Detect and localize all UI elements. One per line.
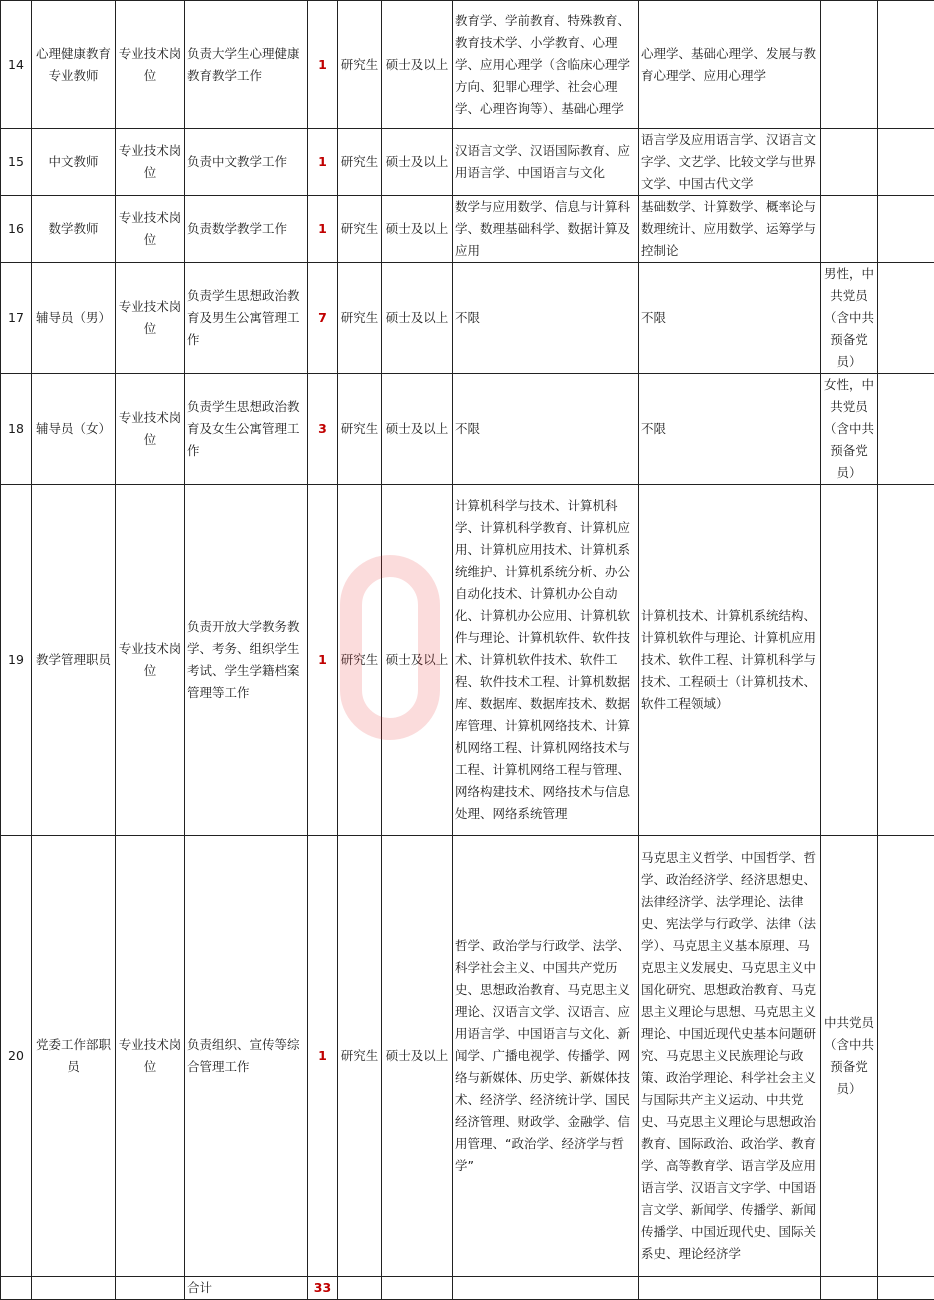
position-name: 教学管理职员 xyxy=(32,485,116,836)
graduate-majors: 不限 xyxy=(639,263,821,374)
remarks-cell xyxy=(878,129,934,196)
hiring-count: 1 xyxy=(308,485,338,836)
degree-requirement: 硕士及以上 xyxy=(382,836,453,1277)
position-type: 专业技术岗位 xyxy=(116,263,185,374)
position-type: 专业技术岗位 xyxy=(116,485,185,836)
position-name: 数学教师 xyxy=(32,196,116,263)
degree-requirement: 硕士及以上 xyxy=(382,374,453,485)
degree-requirement: 硕士及以上 xyxy=(382,129,453,196)
education-level: 研究生 xyxy=(338,836,382,1277)
education-level: 研究生 xyxy=(338,1,382,129)
degree-requirement: 硕士及以上 xyxy=(382,1,453,129)
table-row xyxy=(1,374,934,485)
undergraduate-majors: 汉语言文学、汉语国际教育、应用语言学、中国语言与文化 xyxy=(453,129,639,196)
total-row xyxy=(1,1277,934,1300)
table-row xyxy=(1,836,934,1277)
position-name: 辅导员（男） xyxy=(32,263,116,374)
degree-requirement: 硕士及以上 xyxy=(382,263,453,374)
row-number: 19 xyxy=(1,485,32,836)
position-name: 心理健康教育专业教师 xyxy=(32,1,116,129)
remarks-cell xyxy=(878,196,934,263)
undergraduate-majors: 不限 xyxy=(453,374,639,485)
duty-description: 负责学生思想政治教育及男生公寓管理工作 xyxy=(185,263,308,374)
undergraduate-majors: 数学与应用数学、信息与计算科学、数理基础科学、数据计算及应用 xyxy=(453,196,639,263)
other-requirements: 中共党员（含中共预备党员） xyxy=(821,836,878,1277)
remarks-cell xyxy=(878,485,934,836)
hiring-count: 1 xyxy=(308,196,338,263)
duty-description: 负责数学教学工作 xyxy=(185,196,308,263)
row-number: 15 xyxy=(1,129,32,196)
graduate-majors: 心理学、基础心理学、发展与教育心理学、应用心理学 xyxy=(639,1,821,129)
hiring-count: 1 xyxy=(308,836,338,1277)
empty-cell xyxy=(878,1277,934,1300)
undergraduate-majors: 计算机科学与技术、计算机科学、计算机科学教育、计算机应用、计算机应用技术、计算机系统维护、计算机系统分析、办公自动化技术、计算机办公自动化、计算机办公应用、计算机软件与理论、计算机软件、软件技术、计算机软件技术、软件工程、软件技术工程、计算机数据库、数据库、数据库技术、数据库管理、计算机网络技术、计算机网络工程、计算机网络技术与工程、计算机网络工程与管理、网络构建技术、网络技术与信息处理、网络系统管理 xyxy=(453,485,639,836)
total-label: 合计 xyxy=(185,1277,308,1300)
graduate-majors: 语言学及应用语言学、汉语言文字学、文艺学、比较文学与世界文学、中国古代文学 xyxy=(639,129,821,196)
position-type: 专业技术岗位 xyxy=(116,129,185,196)
table-row xyxy=(1,263,934,374)
empty-cell xyxy=(32,1277,116,1300)
remarks-cell xyxy=(878,1,934,129)
empty-cell xyxy=(338,1277,382,1300)
remarks-cell xyxy=(878,263,934,374)
hiring-count: 7 xyxy=(308,263,338,374)
row-number: 20 xyxy=(1,836,32,1277)
remarks-cell xyxy=(878,836,934,1277)
education-level: 研究生 xyxy=(338,374,382,485)
empty-cell xyxy=(821,1277,878,1300)
row-number: 18 xyxy=(1,374,32,485)
other-requirements: 男性，中共党员（含中共预备党员） xyxy=(821,263,878,374)
degree-requirement: 硕士及以上 xyxy=(382,485,453,836)
hiring-count: 1 xyxy=(308,1,338,129)
remarks-cell xyxy=(878,374,934,485)
hiring-count: 3 xyxy=(308,374,338,485)
table-row xyxy=(1,1,934,129)
position-type: 专业技术岗位 xyxy=(116,196,185,263)
duty-description: 负责开放大学教务教学、考务、组织学生考试、学生学籍档案管理等工作 xyxy=(185,485,308,836)
row-number: 17 xyxy=(1,263,32,374)
empty-cell xyxy=(453,1277,639,1300)
duty-description: 负责中文教学工作 xyxy=(185,129,308,196)
graduate-majors: 马克思主义哲学、中国哲学、哲学、政治经济学、经济思想史、法律经济学、法学理论、法律史、宪法学与行政学、法律（法学）、马克思主义基本原理、马克思主义发展史、马克思主义中国化研究、思想政治教育、马克思主义理论与思想、马克思主义理论、中国近现代史基本问题研究、马克思主义民族理论与政策、政治学理论、科学社会主义与国际共产主义运动、中共党史、马克思主义理论与思想政治教育、国际政治、政治学、教育学、高等教育学、语言学及应用语言学、汉语言文字学、中国语言文学、新闻学、传播学、新闻传播学、中国近现代史、国际关系史、理论经济学 xyxy=(639,836,821,1277)
education-level: 研究生 xyxy=(338,485,382,836)
degree-requirement: 硕士及以上 xyxy=(382,196,453,263)
total-count: 33 xyxy=(308,1277,338,1300)
row-number: 16 xyxy=(1,196,32,263)
table-row xyxy=(1,485,934,836)
position-name: 党委工作部职员 xyxy=(32,836,116,1277)
empty-cell xyxy=(382,1277,453,1300)
education-level: 研究生 xyxy=(338,129,382,196)
position-type: 专业技术岗位 xyxy=(116,836,185,1277)
undergraduate-majors: 教育学、学前教育、特殊教育、教育技术学、小学教育、心理学、应用心理学（含临床心理学方向、犯罪心理学、社会心理学、心理咨询等）、基础心理学 xyxy=(453,1,639,129)
duty-description: 负责学生思想政治教育及女生公寓管理工作 xyxy=(185,374,308,485)
position-type: 专业技术岗位 xyxy=(116,1,185,129)
other-requirements: 女性，中共党员（含中共预备党员） xyxy=(821,374,878,485)
other-requirements xyxy=(821,129,878,196)
education-level: 研究生 xyxy=(338,196,382,263)
graduate-majors: 不限 xyxy=(639,374,821,485)
duty-description: 负责大学生心理健康教育教学工作 xyxy=(185,1,308,129)
empty-cell xyxy=(1,1277,32,1300)
hiring-count: 1 xyxy=(308,129,338,196)
empty-cell xyxy=(116,1277,185,1300)
table-row xyxy=(1,196,934,263)
position-name: 中文教师 xyxy=(32,129,116,196)
table-row xyxy=(1,129,934,196)
other-requirements xyxy=(821,1,878,129)
other-requirements xyxy=(821,485,878,836)
undergraduate-majors: 不限 xyxy=(453,263,639,374)
position-name: 辅导员（女） xyxy=(32,374,116,485)
education-level: 研究生 xyxy=(338,263,382,374)
other-requirements xyxy=(821,196,878,263)
graduate-majors: 基础数学、计算数学、概率论与数理统计、应用数学、运筹学与控制论 xyxy=(639,196,821,263)
undergraduate-majors: 哲学、政治学与行政学、法学、科学社会主义、中国共产党历史、思想政治教育、马克思主义理论、汉语言文学、汉语言、应用语言学、中国语言与文化、新闻学、广播电视学、传播学、网络与新媒体、历史学、新媒体技术、经济学、经济统计学、国民经济管理、财政学、金融学、信用管理、“政治学、经济学与哲学” xyxy=(453,836,639,1277)
duty-description: 负责组织、宣传等综合管理工作 xyxy=(185,836,308,1277)
row-number: 14 xyxy=(1,1,32,129)
graduate-majors: 计算机技术、计算机系统结构、计算机软件与理论、计算机应用技术、软件工程、计算机科学与技术、工程硕士（计算机技术、软件工程领域） xyxy=(639,485,821,836)
empty-cell xyxy=(639,1277,821,1300)
position-type: 专业技术岗位 xyxy=(116,374,185,485)
